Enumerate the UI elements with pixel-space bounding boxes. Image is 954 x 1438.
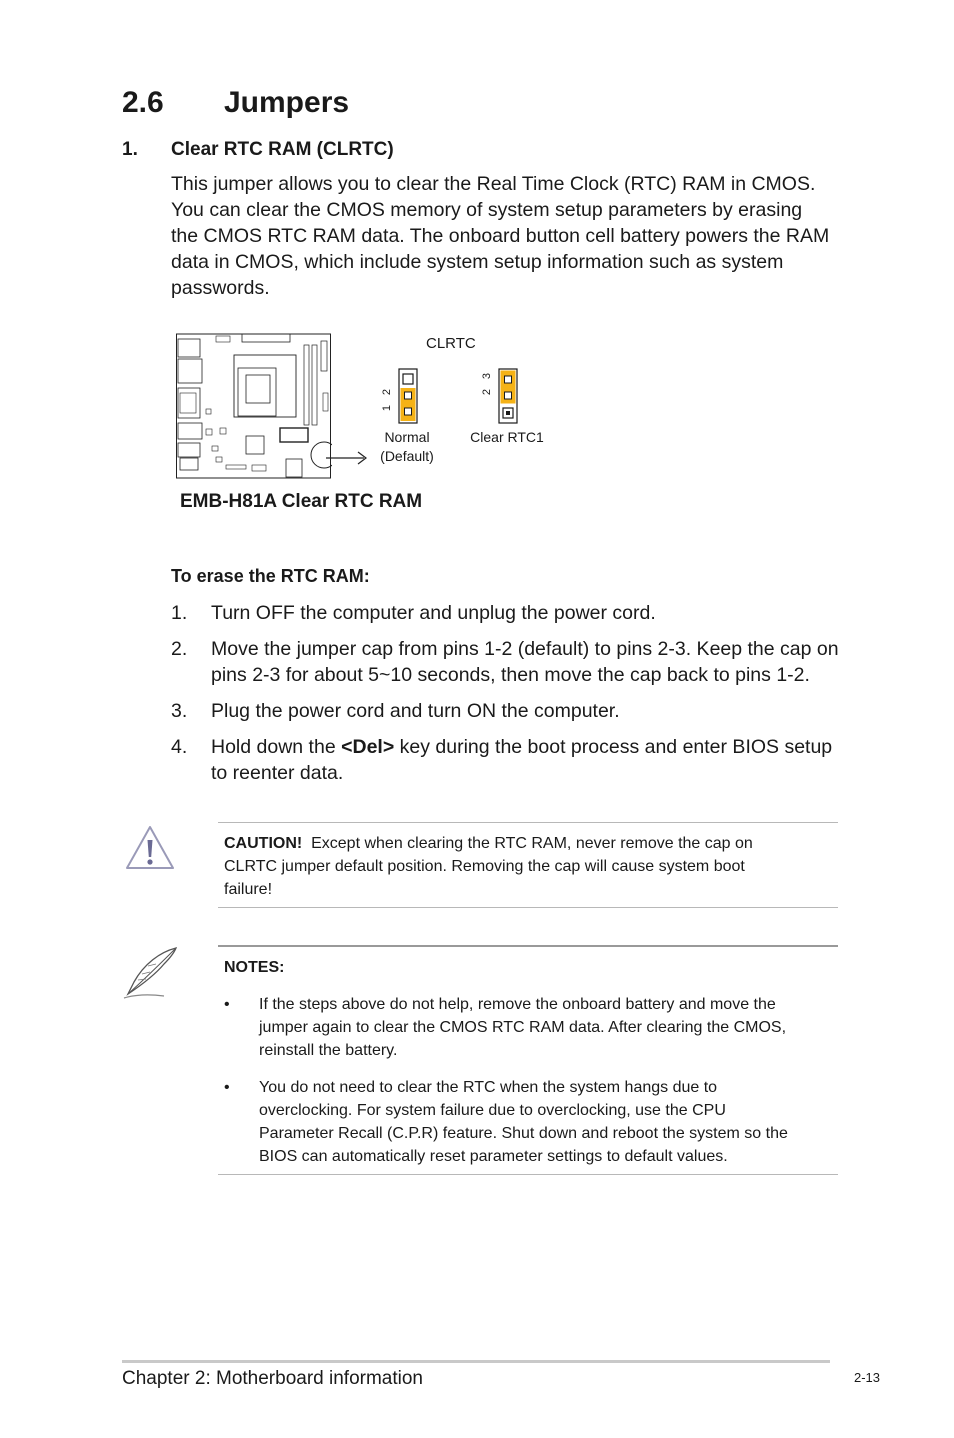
pin-number: 2 [381,388,394,396]
bullet-marker: • [224,996,230,1013]
caution-line [224,832,834,855]
feather-pen-icon [120,946,180,1002]
step-text [211,636,846,688]
caution-line-text: Except when clearing the RTC RAM, never remove the cap on [302,835,753,852]
intro-line: This jumper allows you to clear the Real Time Clock (RTC) RAM in CMOS. [171,173,816,195]
footer-chapter: Chapter 2: Motherboard information [122,1368,423,1389]
caution-line: CLRTC jumper default position. Removing the cap will cause system boot [224,858,745,875]
note-line: BIOS can automatically reset parameter settings to default values. [259,1148,728,1165]
note-line: overclocking. For system failure due to overclocking, use the CPU [259,1102,726,1119]
step-line: Turn OFF the computer and unplug the power cord. [211,602,656,624]
section-number: 2.6 [122,86,164,119]
caution-top-rule [218,822,838,823]
jumper-clear-diagram [498,368,518,424]
pointer-arrow [326,448,372,468]
step-text-part: key during the boot process and enter BIOS setup [394,736,833,758]
step-text [211,600,846,626]
del-key-label: <Del> [341,736,395,758]
caution-line: failure! [224,881,273,898]
pin-number: 3 [481,372,494,380]
jumper-normal-label [372,428,442,466]
normal-label-line: Normal [384,429,430,445]
notes-bottom-rule [218,1174,838,1175]
step-text-part: Hold down the [211,736,342,758]
step-line [211,734,846,760]
note-line: If the steps above do not help, remove the onboard battery and move the [259,996,776,1013]
step-line: to reenter data. [211,762,344,784]
step-text [211,734,846,786]
step-line: Move the jumper cap from pins 1-2 (default) to pins 2-3. Keep the cap on [211,638,839,660]
intro-paragraph [171,171,841,301]
step-number: 1. [171,602,188,624]
notes-top-rule [218,945,838,947]
warning-triangle-icon [124,824,176,872]
note-item [259,1076,839,1168]
jumper-normal-diagram [398,368,418,424]
procedure-heading: To erase the RTC RAM: [171,566,370,586]
step-line: Plug the power cord and turn ON the computer. [211,700,620,722]
step-number: 2. [171,638,188,660]
figure-caption: EMB-H81A Clear RTC RAM [180,491,423,512]
note-line: You do not need to clear the RTC when the system hangs due to [259,1079,718,1096]
step-number: 4. [171,736,188,758]
motherboard-layout-diagram [176,331,332,481]
intro-line: passwords. [171,277,270,299]
footer-rule [122,1360,830,1363]
caution-text [224,832,834,901]
note-item [259,993,839,1062]
pin-number: 2 [481,388,494,396]
step-text [211,698,846,724]
step-number: 3. [171,700,188,722]
intro-line: the CMOS RTC RAM data. The onboard button cell battery powers the RAM [171,225,830,247]
jumper-header-label: CLRTC [426,335,476,352]
item-number: 1. [122,139,138,160]
pin-number: 1 [381,404,394,412]
jumper-clear-label: Clear RTC1 [470,429,544,445]
note-line: reinstall the battery. [259,1042,398,1059]
bullet-marker: • [224,1079,230,1096]
section-title: Jumpers [224,86,350,119]
normal-label-line: (Default) [380,448,434,464]
caution-label: CAUTION! [224,835,303,852]
intro-line: data in CMOS, which include system setup information such as system [171,251,784,273]
step-line: pins 2-3 for about 5~10 seconds, then move the cap back to pins 1-2. [211,664,810,686]
note-line: Parameter Recall (C.P.R) feature. Shut down and reboot the system so the [259,1125,788,1142]
page-number: 2-13 [854,1370,881,1385]
notes-heading: NOTES: [224,959,285,976]
note-line: jumper again to clear the CMOS RTC RAM data. After clearing the CMOS, [259,1019,787,1036]
intro-line: You can clear the CMOS memory of system setup parameters by erasing [171,199,803,221]
caution-bottom-rule [218,907,838,908]
item-title: Clear RTC RAM (CLRTC) [171,139,394,160]
